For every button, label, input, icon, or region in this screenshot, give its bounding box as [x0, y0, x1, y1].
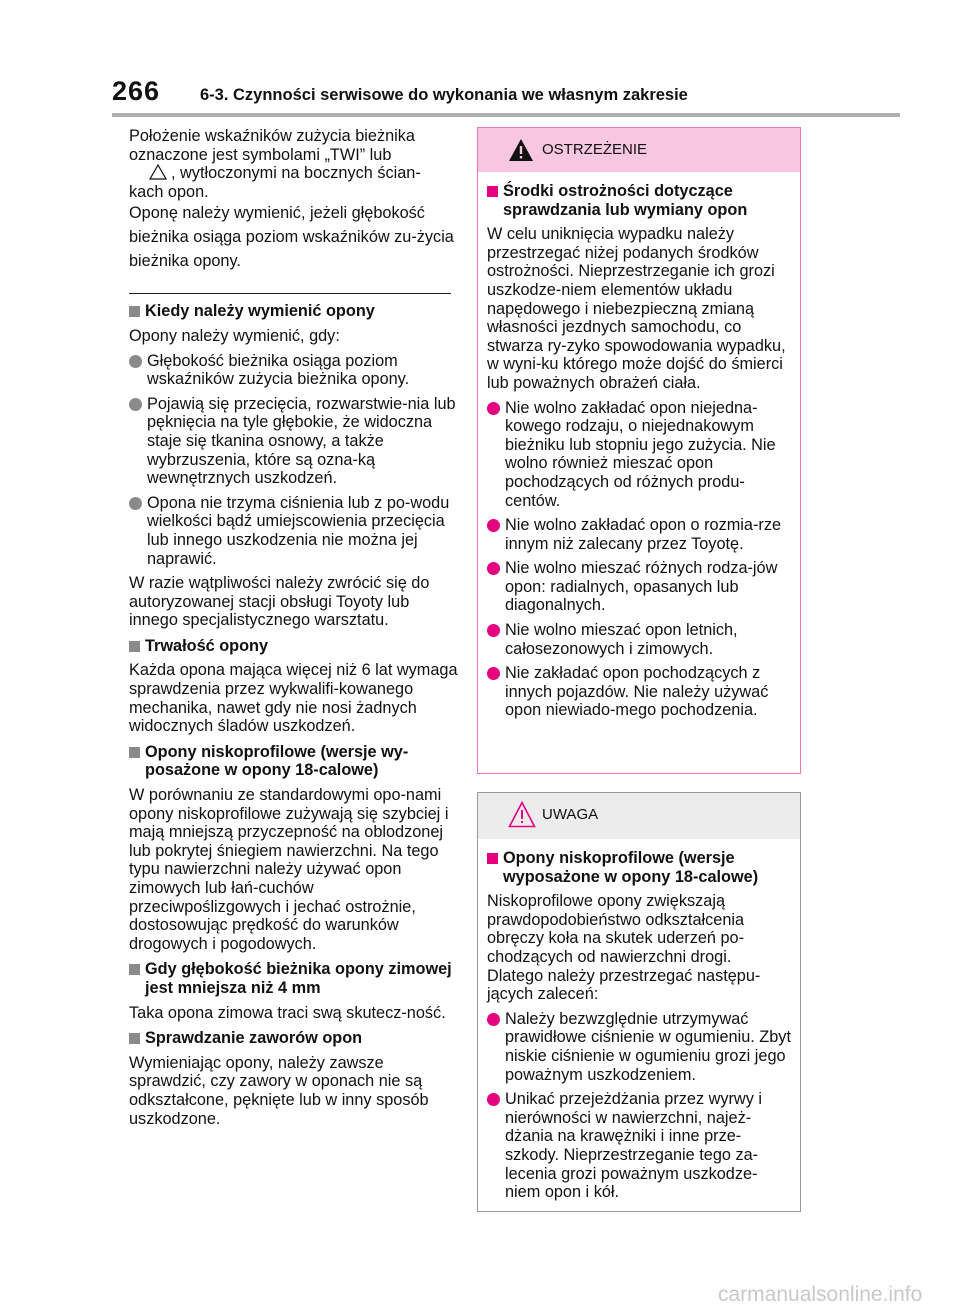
circle-bullet-icon — [487, 519, 500, 532]
s3-text: W porównaniu ze standardowymi opo-nami opony niskoprofilowe zużywają się szybciej i mają mniejszą przyczepność na oblodzonej lub pokrytej śniegiem nawierzchni. Na tego typu nawierzchni należy używać opon zimowych lub łań-cuchów przeciwpoślizgowych i jechać ostrożnie, dostosowując prędkość do warunków drogowych i pogodowych. — [129, 786, 449, 953]
square-bullet-icon — [129, 1033, 140, 1044]
list-item-text: Nie zakładać opon pochodzących z innych pojazdów. Nie należy używać opon niewiado-mego pochodzenia. — [505, 664, 769, 720]
watermark: carmanualsonline.info — [718, 1283, 923, 1306]
s4-text: Taka opona zimowa traci swą skutecz-ność. — [129, 1003, 446, 1022]
circle-bullet-icon — [129, 355, 142, 368]
caution-body — [478, 839, 800, 1202]
list-item — [129, 352, 459, 389]
circle-bullet-icon — [129, 497, 142, 510]
list-item-text: Głębokość bieżnika osiąga poziom wskaźników zużycia bieżnika opony. — [147, 351, 410, 389]
list-item-text: Nie wolno mieszać opon letnich, całosezonowych i zimowych. — [505, 621, 738, 658]
list-item-text: Nie wolno mieszać różnych rodza-jów opon: radialnych, opasanych lub diagonalnych. — [505, 559, 778, 615]
list-item-text: Opona nie trzyma ciśnienia lub z po-wodu wielkości bądź umiejscowienia przecięcia lub innego uszkodzenia nie można jej naprawić. — [147, 493, 450, 568]
heading-trwalosc — [129, 637, 459, 656]
circle-bullet-icon — [487, 402, 500, 415]
intro-text-1: Położenie wskaźników zużycia bieżnika oznaczone jest symbolami „TWI” lub — [129, 127, 415, 164]
tread-wear-triangle-icon — [149, 164, 167, 180]
circle-bullet-icon — [487, 1093, 500, 1106]
warning-triangle-icon — [508, 138, 534, 162]
section-title: 6-3. Czynności serwisowe do wykonania we własnym zakresie — [200, 86, 688, 104]
heading-niskoprofilowe — [129, 743, 459, 780]
list-item — [129, 395, 459, 488]
warning-title: OSTRZEŻENIE — [542, 141, 648, 158]
square-bullet-icon — [129, 306, 140, 317]
list-item — [487, 1090, 791, 1202]
warning-text: W celu uniknięcia wypadku należy przestrzegać niżej podanych środków ostrożności. Nieprzestrzeganie ich grozi uszkodze-niem elementów układu napędowego i niebezpieczną zmianą własności jezdnych samochodu, co stwarza ry-zyko spowodowania wypadku, w wyni-ku którego może dojść do śmierci lub poważnych obrażeń ciała. — [487, 225, 786, 392]
warning-header — [478, 128, 800, 172]
warning-heading — [487, 182, 791, 219]
heading-kiedy-wymienic — [129, 302, 459, 321]
square-bullet-icon — [487, 853, 498, 864]
caution-box — [477, 792, 801, 1212]
caution-title: UWAGA — [542, 806, 599, 823]
square-bullet-icon — [129, 747, 140, 758]
heading-text: Kiedy należy wymienić opony — [145, 302, 375, 321]
list-item — [487, 516, 791, 553]
heading-text: Trwałość opony — [145, 636, 269, 655]
s1-after-text: W razie wątpliwości należy zwrócić się do autoryzowanej stacji obsługi Toyoty lub innego specjalistycznego warsztatu. — [129, 574, 430, 630]
s5-text: Wymieniając opony, należy zawsze sprawdzić, czy zawory w oponach nie są odkształcone, pęknięte lub w inny sposób uszkodzone. — [129, 1053, 429, 1128]
list-item-text: Nie wolno zakładać opon niejedna-kowego rodzaju, o niejednakowym bieżniku lub stopniu jego zużycia. Nie wolno również mieszać opon pochodzących od różnych produ-centów. — [505, 398, 776, 510]
heading-text: Sprawdzanie zaworów opon — [145, 1029, 363, 1048]
page-header — [0, 0, 960, 120]
list-item-text: Należy bezwzględnie utrzymywać prawidłowe ciśnienie w ogumieniu. Zbyt niskie ciśnienie w ogumieniu grozi jego poważnym uszkodzeniem. — [505, 1009, 791, 1084]
list-item — [487, 664, 791, 720]
heading-text: Gdy głębokość bieżnika opony zimowej jest mniejsza niż 4 mm — [145, 960, 452, 997]
heading-text: Opony niskoprofilowe (wersje wyposażone w opony 18-calowe) — [503, 849, 759, 886]
list-item — [487, 399, 791, 511]
intro-text-3: kach opon. — [129, 182, 209, 201]
intro-text-2: , wytłoczonymi na bocznych ścian- — [171, 164, 421, 183]
caution-text: Niskoprofilowe opony zwiększają prawdopodobieństwo odkształcenia obręczy koła na skutek uderzeń po-chodzących od nawierzchni drogi. Dlatego należy przestrzegać następu-jących zaleceń: — [487, 892, 761, 1004]
list-item-text: Unikać przejeżdżania przez wyrwy i nierówności w nawierzchni, najeż-dżania na krawężniki i inne prze-szkody. Nieprzestrzeganie tego za-lecenia grozi poważnym uszkodze-niem opon i kół. — [505, 1090, 762, 1202]
header-divider — [112, 113, 900, 117]
caution-heading — [487, 849, 791, 886]
page-number: 266 — [112, 76, 161, 106]
caution-triangle-icon — [508, 801, 536, 828]
intro-paragraph — [129, 127, 459, 201]
heading-text: Opony niskoprofilowe (wersje wy-posażone w opony 18-calowe) — [145, 742, 409, 780]
s2-text: Każda opona mająca więcej niż 6 lat wymaga sprawdzenia przez wykwalifi-kowanego mechanika, nawet gdy nie nosi żadnych widocznych śladów uszkodzeń. — [129, 661, 458, 736]
warning-body — [478, 172, 800, 720]
list-item-text: Pojawią się przecięcia, rozwarstwie-nia lub pęknięcia na tyle głębokie, że widoczna staje się tkanina osnowy, a także wybrzuszenia, które są ozna-ką wewnętrznych uszkodzeń. — [147, 394, 456, 488]
list-item — [129, 494, 459, 568]
list-item — [487, 1010, 791, 1084]
circle-bullet-icon — [487, 624, 500, 637]
s1-text: Opony należy wymienić, gdy: — [129, 326, 340, 345]
square-bullet-icon — [129, 641, 140, 652]
circle-bullet-icon — [487, 562, 500, 575]
square-bullet-icon — [487, 186, 498, 197]
caution-header — [478, 793, 800, 839]
square-bullet-icon — [129, 964, 140, 975]
heading-zawory — [129, 1029, 459, 1048]
circle-bullet-icon — [487, 667, 500, 680]
circle-bullet-icon — [487, 1013, 500, 1026]
list-item — [487, 559, 791, 615]
heading-text: Środki ostrożności dotyczące sprawdzania lub wymiany opon — [503, 182, 748, 219]
warning-box — [477, 127, 801, 774]
intro-paragraph-2: Oponę należy wymienić, jeżeli głębokość bieżnika osiąga poziom wskaźników zu-życia bieżnika opony. — [129, 204, 454, 271]
list-item — [487, 621, 791, 658]
list-item-text: Nie wolno zakładać opon o rozmia-rze innym niż zalecany przez Toyotę. — [505, 516, 782, 553]
section-divider — [129, 293, 451, 294]
left-column — [129, 127, 459, 1128]
circle-bullet-icon — [129, 398, 142, 411]
heading-zimowa — [129, 960, 459, 997]
